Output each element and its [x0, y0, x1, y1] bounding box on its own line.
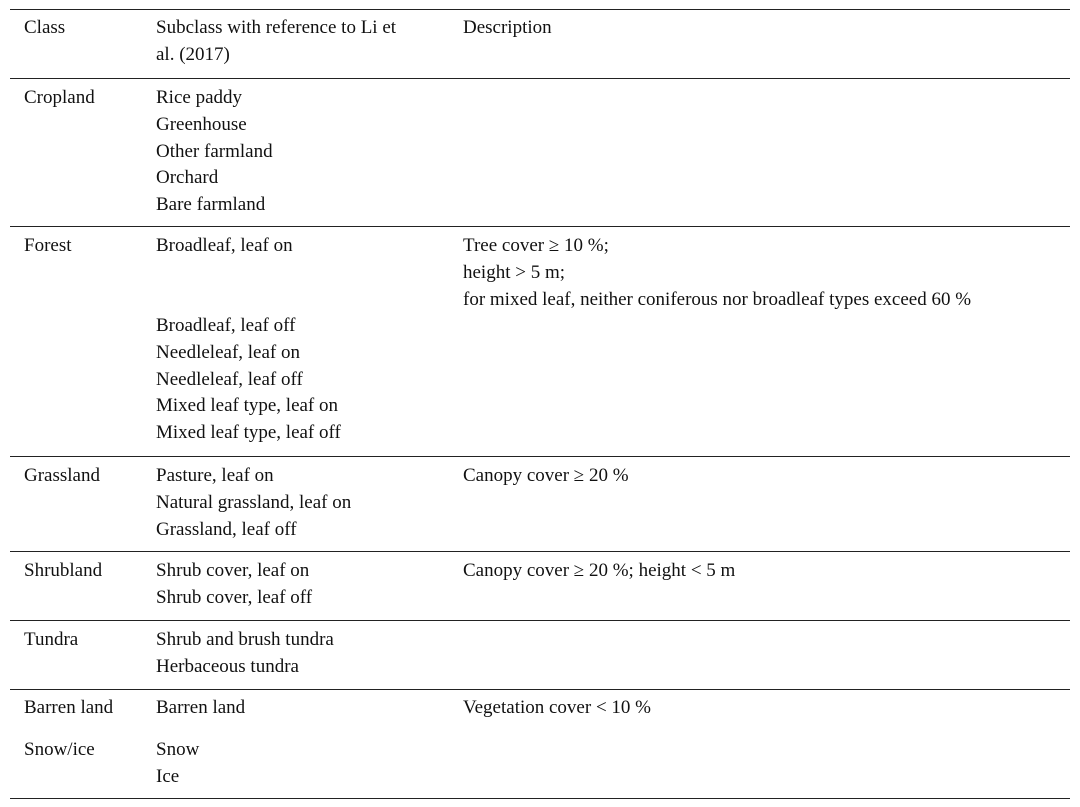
row-subclasses-tundra	[156, 627, 334, 681]
row-subclasses-cropland	[156, 85, 273, 219]
row-separator	[10, 226, 1070, 227]
row-description-grassland	[463, 463, 629, 490]
row-separator	[10, 551, 1070, 552]
subclass-item: Herbaceous tundra	[156, 655, 299, 677]
header-subclass: Subclass with reference to Li et al. (2017)	[156, 17, 397, 65]
subclass-item: Greenhouse	[156, 113, 247, 135]
row-separator	[10, 620, 1070, 621]
subclass-item: Needleleaf, leaf on	[156, 341, 300, 363]
row-class-snow-ice: Snow/ice	[24, 739, 95, 760]
subclass-item: Ice	[156, 765, 180, 787]
subclass-item: Rice paddy	[156, 87, 243, 108]
subclass-item: Natural grassland, leaf on	[156, 491, 352, 513]
row-class-shrubland: Shrubland	[24, 560, 103, 581]
subclass-item: Grassland, leaf off	[156, 518, 297, 540]
row-subclasses-snow-ice	[156, 737, 199, 791]
subclass-item: Shrub cover, leaf off	[156, 586, 313, 608]
description-line: Vegetation cover < 10 %	[463, 697, 651, 718]
subclass-item: Broadleaf, leaf on	[156, 235, 293, 256]
row-class-forest: Forest	[24, 235, 72, 256]
description-line: Canopy cover ≥ 20 %; height < 5 m	[463, 560, 736, 581]
row-description-shrubland	[463, 558, 735, 585]
table-bottom-rule	[10, 798, 1070, 799]
row-description-forest	[463, 233, 971, 313]
row-class-tundra: Tundra	[24, 629, 79, 650]
subclass-item: Snow	[156, 739, 200, 760]
row-class-cropland: Cropland	[24, 87, 95, 108]
subclass-item: Other farmland	[156, 140, 273, 162]
description-line: for mixed leaf, neither coniferous nor broadleaf types exceed 60 %	[463, 288, 972, 310]
description-line: height > 5 m;	[463, 261, 566, 283]
subclass-item: Orchard	[156, 167, 219, 189]
row-subclasses-barren-land	[156, 695, 245, 722]
subclass-item: Mixed leaf type, leaf off	[156, 422, 341, 444]
row-subclasses-forest-continued	[156, 313, 341, 447]
subclass-item: Pasture, leaf on	[156, 465, 274, 486]
subclass-item: Bare farmland	[156, 194, 266, 216]
header-class: Class	[24, 17, 66, 38]
row-class-barren-land: Barren land	[24, 697, 114, 718]
table-top-rule	[10, 9, 1070, 10]
subclass-item: Broadleaf, leaf off	[156, 315, 296, 336]
row-class-grassland: Grassland	[24, 465, 100, 486]
row-subclasses-grassland	[156, 463, 351, 543]
row-description-barren-land	[463, 695, 651, 722]
row-separator	[10, 456, 1070, 457]
row-subclasses-shrubland	[156, 558, 312, 612]
description-line: Tree cover ≥ 10 %;	[463, 235, 609, 256]
subclass-item: Barren land	[156, 697, 246, 718]
row-subclasses-forest	[156, 233, 293, 260]
subclass-item: Shrub cover, leaf on	[156, 560, 310, 581]
header-bottom-rule	[10, 78, 1070, 79]
subclass-item: Shrub and brush tundra	[156, 629, 334, 650]
description-line: Canopy cover ≥ 20 %	[463, 465, 629, 486]
header-description: Description	[463, 17, 552, 38]
subclass-item: Needleleaf, leaf off	[156, 368, 303, 390]
subclass-item: Mixed leaf type, leaf on	[156, 395, 339, 417]
row-separator	[10, 689, 1070, 690]
